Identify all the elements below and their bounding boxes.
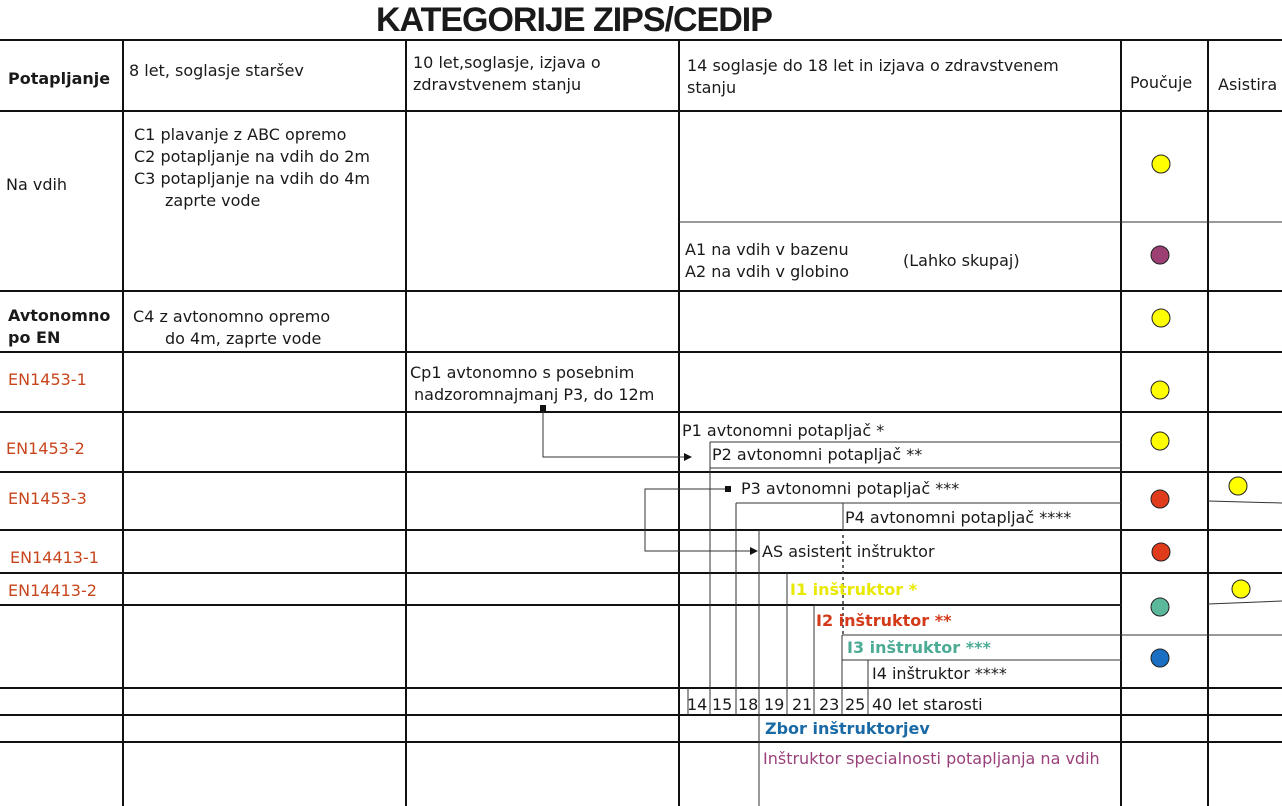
dot-a1a2-poucuje <box>1151 246 1169 264</box>
i4-text: I4 inštruktor **** <box>872 664 1007 683</box>
dot-en1453-3-asistira <box>1229 477 1247 495</box>
dot-i2-poucuje <box>1151 598 1169 616</box>
row-label-en1453-2: EN1453-2 <box>6 439 85 458</box>
dot-en1453-3-poucuje <box>1151 490 1169 508</box>
age-23: 23 <box>819 695 840 714</box>
i1-text: I1 inštruktor * <box>790 580 918 599</box>
p3-text: P3 avtonomni potapljač *** <box>741 479 960 498</box>
p1-text: P1 avtonomni potapljač * <box>682 421 885 440</box>
a1-text: A1 na vdih v bazenu <box>685 240 849 259</box>
p4-text: P4 avtonomni potapljač **** <box>845 508 1072 527</box>
age-25: 25 <box>845 695 866 714</box>
c4-text: C4 z avtonomno opremo <box>133 307 331 326</box>
dot-en1453-2-poucuje <box>1151 432 1169 450</box>
dot-en14413-1-poucuje <box>1152 543 1170 561</box>
age-15: 15 <box>712 695 733 714</box>
i3-text: I3 inštruktor *** <box>847 638 991 657</box>
instruktor-specialnosti: Inštruktor specialnosti potapljanja na vdih <box>763 749 1100 768</box>
c3-text: C3 potapljanje na vdih do 4m <box>134 169 370 188</box>
age-18: 18 <box>738 695 759 714</box>
header-14-let-line2: stanju <box>687 78 737 97</box>
row-label-en1453-1: EN1453-1 <box>8 370 87 389</box>
age-40: 40 let starosti <box>872 695 983 714</box>
row-label-avtonomno-line1: Avtonomno <box>8 306 111 325</box>
cp1-text-cont: nadzoromnajmanj P3, do 12m <box>414 385 655 404</box>
dot-na-vdih-poucuje <box>1152 155 1170 173</box>
header-potapljanje: Potapljanje <box>8 69 111 88</box>
zbor-instruktorjev: Zbor inštruktorjev <box>765 719 930 738</box>
header-10-let-line1: 10 let,soglasje, izjava o <box>413 53 601 72</box>
header-14-let-line1: 14 soglasje do 18 let in izjava o zdravstvenem <box>687 56 1059 75</box>
age-21: 21 <box>792 695 813 714</box>
row-label-en14413-1: EN14413-1 <box>10 548 99 567</box>
c3-text-cont: zaprte vode <box>165 191 261 210</box>
row-label-en1453-3: EN1453-3 <box>8 489 87 508</box>
row-label-na-vdih: Na vdih <box>6 175 68 194</box>
dot-avtonomno-poucuje <box>1152 309 1170 327</box>
a2-text: A2 na vdih v globino <box>685 262 850 281</box>
i2-text: I2 inštruktor ** <box>816 611 952 630</box>
page-title: KATEGORIJE ZIPS/CEDIP <box>376 1 772 39</box>
dot-i3-poucuje <box>1151 649 1169 667</box>
row-label-avtonomno-line2: po EN <box>8 328 61 347</box>
c2-text: C2 potapljanje na vdih do 2m <box>134 147 370 166</box>
dot-en14413-2-asistira <box>1232 580 1250 598</box>
header-8-let: 8 let, soglasje staršev <box>129 61 304 80</box>
dot-en1453-1-poucuje <box>1151 381 1169 399</box>
as-text: AS asistent inštruktor <box>762 542 935 561</box>
header-poucuje: Poučuje <box>1130 73 1193 92</box>
cp1-text: Cp1 avtonomno s posebnim <box>410 363 635 382</box>
a-note: (Lahko skupaj) <box>903 251 1020 270</box>
header-10-let-line2: zdravstvenem stanju <box>413 75 582 94</box>
header-asistira: Asistira <box>1218 75 1278 94</box>
c4-text-cont: do 4m, zaprte vode <box>165 329 322 348</box>
age-14: 14 <box>687 695 708 714</box>
row-label-en14413-2: EN14413-2 <box>8 581 97 600</box>
p2-text: P2 avtonomni potapljač ** <box>712 445 923 464</box>
age-19: 19 <box>764 695 785 714</box>
c1-text: C1 plavanje z ABC opremo <box>134 125 347 144</box>
